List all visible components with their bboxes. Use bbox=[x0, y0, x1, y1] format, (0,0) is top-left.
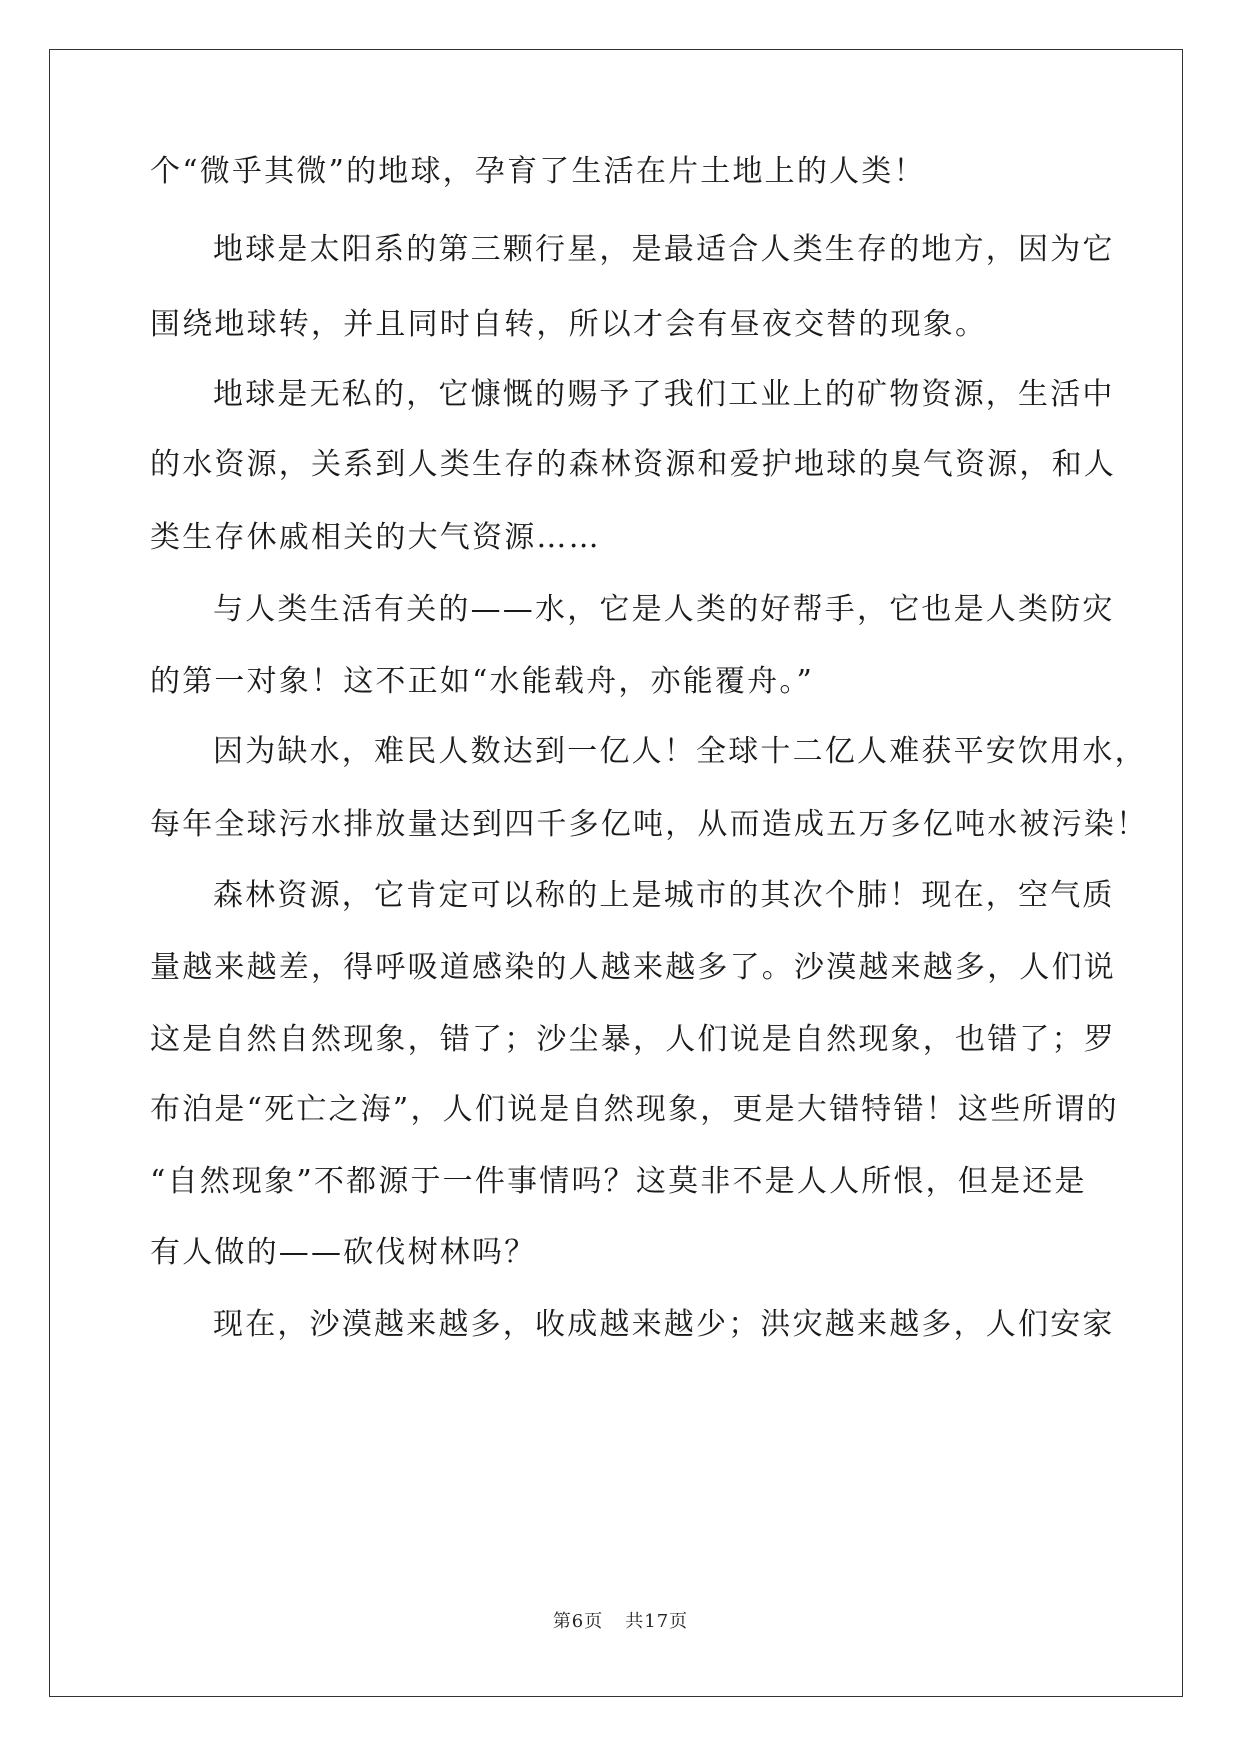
paragraph-first-line: 地球是太阳系的第三颗行星，是最适合人类生存的地方，因为它 bbox=[213, 232, 1115, 267]
page-total: 共17页 bbox=[625, 1611, 689, 1632]
text-line: 的第一对象！这不正如“水能载舟，亦能覆舟。” bbox=[150, 664, 815, 699]
page-number: 第6页 bbox=[552, 1611, 604, 1632]
paragraph-first-line: 森林资源，它肯定可以称的上是城市的其次个肺！现在，空气质 bbox=[213, 878, 1115, 913]
paragraph-first-line: 现在，沙漠越来越多，收成越来越少；洪灾越来越多，人们安家 bbox=[213, 1307, 1115, 1342]
text-line: 每年全球污水排放量达到四千多亿吨，从而造成五万多亿吨水被污染！ bbox=[150, 807, 1149, 842]
text-line: 的水资源，关系到人类生存的森林资源和爱护地球的臭气资源，和人 bbox=[150, 447, 1116, 482]
text-line: 布泊是“死亡之海”，人们说是自然现象，更是大错特错！这些所谓的 bbox=[150, 1092, 1119, 1127]
paragraph-first-line: 与人类生活有关的——水，它是人类的好帮手，它也是人类防灾 bbox=[213, 592, 1115, 627]
text-line: 这是自然自然现象，错了；沙尘暴，人们说是自然现象，也错了；罗 bbox=[150, 1022, 1116, 1057]
paragraph-first-line: 因为缺水，难民人数达到一亿人！全球十二亿人难获平安饮用水， bbox=[213, 734, 1147, 769]
page-border bbox=[49, 49, 1183, 1697]
page-footer bbox=[0, 1610, 1241, 1634]
text-line: “自然现象”不都源于一件事情吗？这莫非不是人人所恨，但是还是 bbox=[150, 1164, 1087, 1199]
text-line: 量越来越差，得呼吸道感染的人越来越多了。沙漠越来越多，人们说 bbox=[150, 950, 1116, 985]
text-line: 有人做的——砍伐树林吗？ bbox=[150, 1235, 537, 1270]
paragraph-first-line: 地球是无私的，它慷慨的赐予了我们工业上的矿物资源，生活中 bbox=[213, 377, 1115, 412]
text-line: 个“微乎其微”的地球，孕育了生活在片土地上的人类！ bbox=[150, 154, 926, 189]
text-line: 围绕地球转，并且同时自转，所以才会有昼夜交替的现象。 bbox=[150, 307, 988, 342]
text-line: 类生存休戚相关的大气资源…… bbox=[150, 520, 601, 555]
